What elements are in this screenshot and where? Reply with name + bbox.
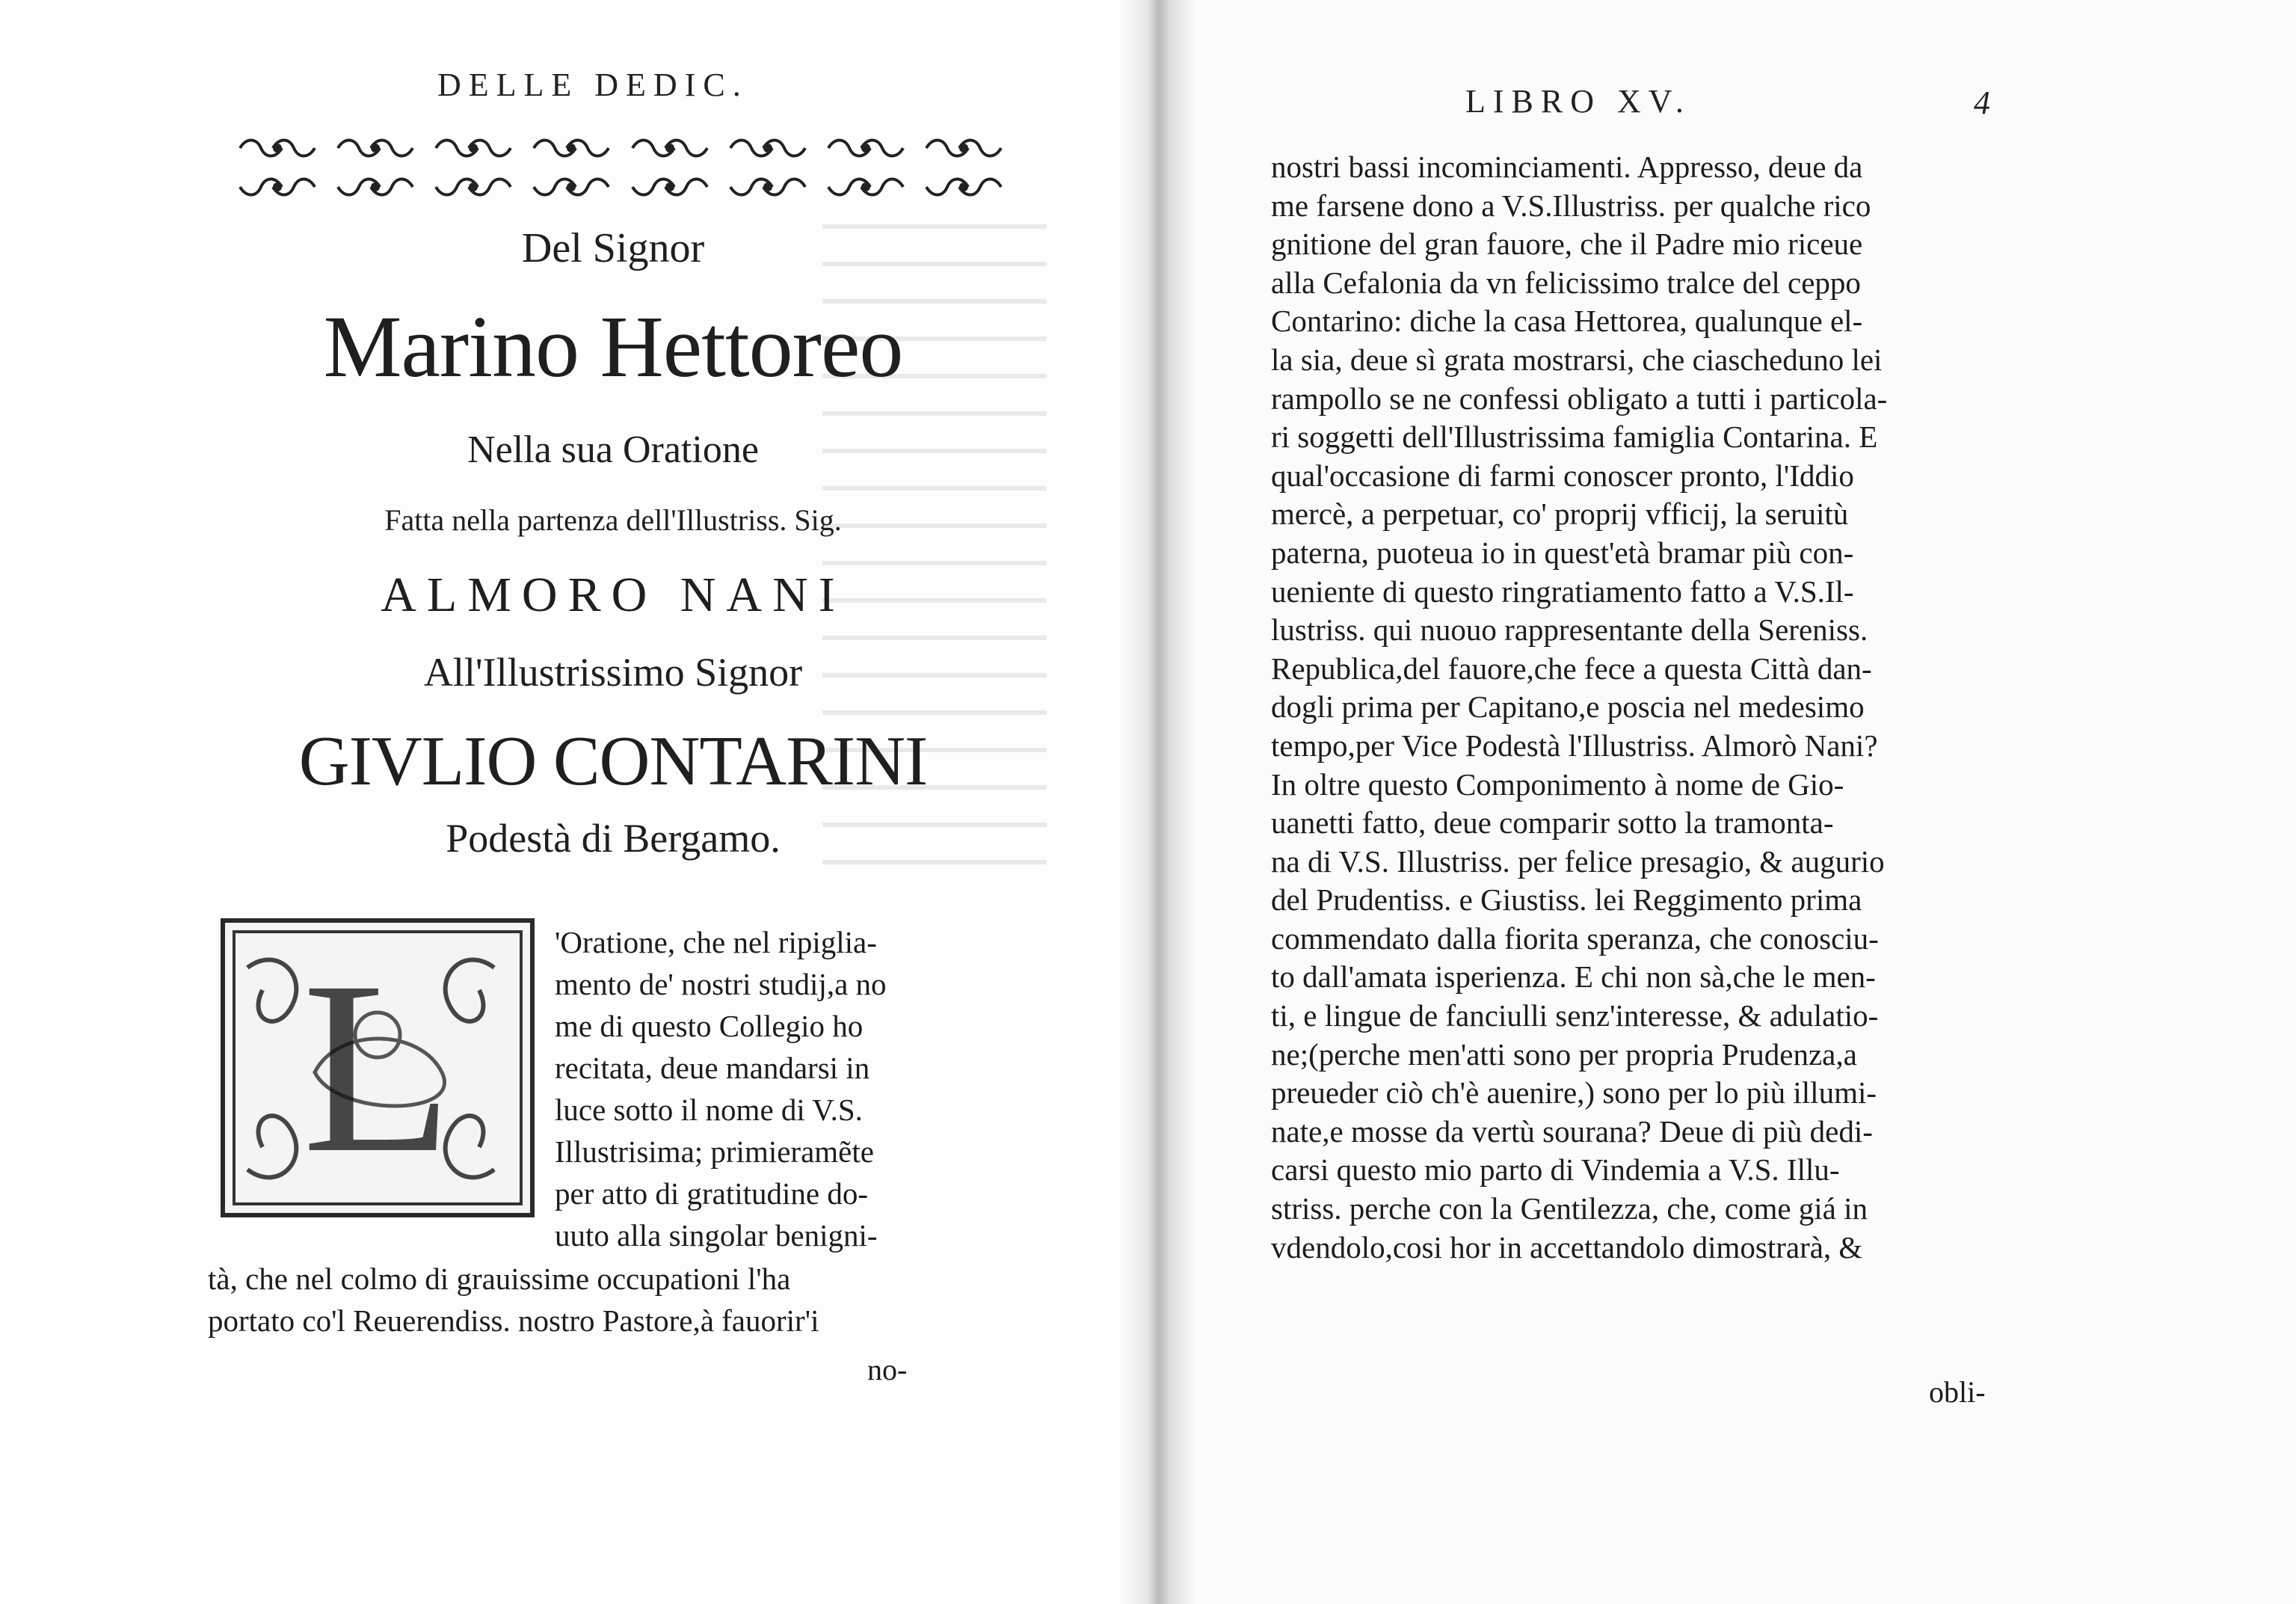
book-gutter — [1121, 0, 1196, 1604]
fleuron-icon — [726, 173, 810, 200]
running-head-right: LIBRO XV. — [1465, 83, 1691, 120]
paragraph-right — [1271, 148, 2063, 1267]
text-line: 'Oratione, che nel ripiglia- — [555, 925, 877, 959]
fleuron-icon — [431, 135, 515, 162]
catchword-right: obli- — [1929, 1375, 1986, 1409]
ornament-row-bottom — [236, 168, 1006, 206]
fleuron-icon — [333, 173, 417, 200]
fleuron-icon — [922, 173, 1006, 200]
text-line: In oltre questo Componimento à nome de Gio- — [1271, 766, 1844, 802]
fleuron-icon — [726, 135, 810, 162]
text-line: preueder ciò ch'è auenire,) sono per lo più illumi- — [1271, 1075, 1877, 1110]
text-line: mento de' nostri studij,a no — [555, 967, 887, 1001]
text-line: nostri bassi incominciamenti. Appresso, deue da — [1271, 150, 1863, 184]
text-line: qual'occasione di farmi conoscer pronto, l'Iddio — [1271, 458, 1854, 493]
text-line: me farsene dono a V.S.Illustriss. per qualche rico — [1271, 188, 1871, 223]
text-line: rampollo se ne confessi obligato a tutti i particola- — [1271, 381, 1888, 416]
text-line: vdendolo,cosi hor in accettandolo dimostrarà, & — [1271, 1229, 1863, 1265]
title-oration: Nella sua Oratione — [467, 428, 759, 471]
fleuron-icon — [628, 173, 712, 200]
text-line: la sia, deue sì grata mostrarsi, che ciascheduno lei — [1271, 342, 1883, 377]
title-office: Podestà di Bergamo. — [446, 816, 781, 861]
text-line: ri soggetti dell'Illustrissima famiglia Contarina. E — [1271, 420, 1878, 455]
text-line: ne;(perche men'atti sono per propria Prudenza,a — [1271, 1036, 1857, 1072]
fleuron-icon — [922, 135, 1006, 162]
text-line: dogli prima per Capitano,e poscia nel medesimo — [1271, 689, 1865, 725]
fleuron-icon — [236, 135, 319, 162]
title-author-name: Marino Hettoreo — [323, 298, 903, 396]
text-line: ti, e lingue de fanciulli senz'interesse, & adulatio- — [1271, 998, 1879, 1033]
text-line: gnitione del gran fauore, che il Padre mio riceue — [1271, 227, 1863, 262]
title-del-signor: Del Signor — [521, 225, 705, 271]
text-line: tà, che nel colmo di grauissime occupationi l'ha — [208, 1262, 791, 1296]
text-line: mercè, a perpetuar, co' proprij vfficij, la seruitù — [1271, 497, 1849, 532]
text-line: Contarino: diche la casa Hettorea, qualunque el- — [1271, 304, 1863, 339]
title-addressee-intro: All'Illustrissimo Signor — [423, 650, 803, 695]
text-line: Illustrisima; primieramẽte — [555, 1134, 874, 1169]
fleuron-icon — [628, 135, 712, 162]
initial-letter: L — [302, 931, 453, 1204]
fleuron-icon — [824, 173, 908, 200]
ornament-row-top — [236, 129, 1006, 168]
fleuron-icon — [529, 173, 613, 200]
text-line: del Prudentiss. e Giustiss. lei Reggimento prima — [1271, 882, 1862, 918]
running-head-left: DELLE DEDIC. — [437, 67, 748, 103]
text-line: tempo,per Vice Podestà l'Illustriss. Almorò Nani? — [1271, 728, 1878, 763]
text-line: na di V.S. Illustriss. per felice presagio, & augurio — [1271, 844, 1885, 879]
fleuron-icon — [824, 135, 908, 162]
fleuron-icon — [236, 173, 319, 200]
title-almoro-nani: ALMORO NANI — [381, 568, 846, 622]
fleuron-icon — [431, 173, 515, 200]
text-line: commendato dalla fiorita speranza, che conosciu- — [1271, 921, 1879, 956]
text-line: nate,e mosse da vertù sourana? Deue di più dedi- — [1271, 1113, 1873, 1149]
text-line: recitata, deue mandarsi in — [555, 1051, 870, 1085]
text-line: luce sotto il nome di V.S. — [555, 1093, 863, 1127]
catchword-left: no- — [867, 1353, 908, 1386]
page-number: 4 — [1974, 84, 1990, 121]
title-occasion: Fatta nella partenza dell'Illustriss. Sig. — [384, 503, 842, 537]
text-line: striss. perche con la Gentilezza, che, come giá in — [1271, 1191, 1868, 1226]
fleuron-icon — [333, 135, 417, 162]
fleuron-icon — [529, 135, 613, 162]
text-line: per atto di gratitudine do- — [555, 1176, 868, 1211]
text-line: uanetti fatto, deue comparir sotto la tramonta- — [1271, 805, 1834, 841]
ornament-band — [236, 129, 1006, 211]
text-line: to dall'amata isperienza. E chi non sà,che le men- — [1271, 959, 1876, 995]
text-line: lustriss. qui nuouo rappresentante della Sereniss. — [1271, 612, 1868, 648]
text-line: uuto alla singolar benigni- — [555, 1218, 878, 1253]
paragraph-wide — [208, 1258, 993, 1342]
text-line: portato co'l Reuerendiss. nostro Pastore,à fauorir'i — [208, 1303, 819, 1338]
decorated-initial — [221, 918, 535, 1217]
title-addressee-name: GIVLIO CONTARINI — [298, 722, 928, 800]
paragraph-narrow — [555, 921, 988, 1256]
text-line: paterna, puoteua io in quest'età bramar più con- — [1271, 535, 1854, 570]
text-line: Republica,del fauore,che fece a questa Città dan- — [1271, 651, 1872, 686]
text-line: me di questo Collegio ho — [555, 1009, 864, 1043]
text-line: carsi questo mio parto di Vindemia a V.S. Illu- — [1271, 1152, 1840, 1187]
text-line: alla Cefalonia da vn felicissimo tralce del ceppo — [1271, 265, 1861, 300]
text-line: ueniente di questo ringratiamento fatto a V.S.Il- — [1271, 574, 1854, 609]
